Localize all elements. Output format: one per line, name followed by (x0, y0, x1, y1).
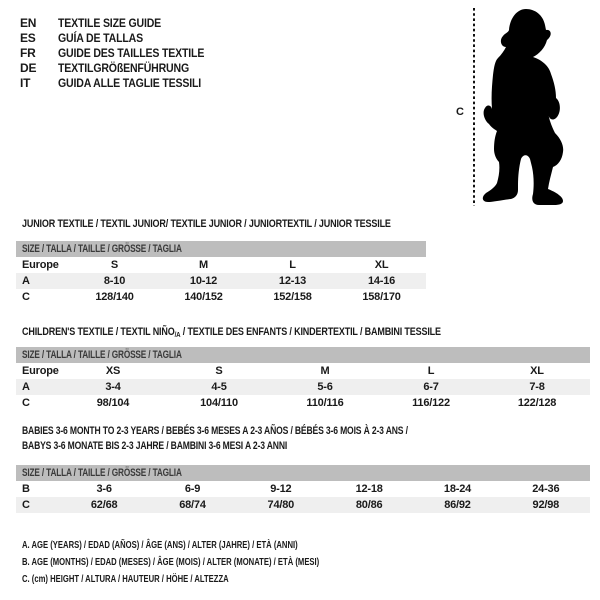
cell: 4-5 (166, 379, 272, 395)
table-header-row (16, 241, 426, 257)
cell: 116/122 (412, 397, 450, 409)
legend-item-a: A. AGE (YEARS) / EDAD (AÑOS) / ÂGE (ANS) / ALTER (JAHRE) / ETÀ (ANNI) (22, 539, 298, 551)
row-label: C (22, 397, 30, 409)
cell: 74/80 (237, 497, 325, 513)
table-row-height (16, 289, 426, 305)
cell: 92/98 (502, 497, 590, 513)
legend-item-c: C. (cm) HEIGHT / ALTURA / HAUTEUR / HÖHE / ALTEZZA (22, 573, 229, 585)
junior-table-title: JUNIOR TEXTILE / TEXTIL JUNIOR/ TEXTILE JUNIOR / JUNIORTEXTIL / JUNIOR TESSILE (22, 218, 391, 230)
row-label: A (16, 273, 70, 289)
measurement-legend (22, 537, 429, 588)
cell: 10-12 (159, 273, 248, 289)
table-row-height (16, 395, 590, 411)
row-label: B (22, 483, 30, 495)
cell: 110/116 (306, 397, 344, 409)
babies-table-title: BABIES 3-6 MONTH TO 2-3 YEARS / BEBÉS 3-6 MESES A 2-3 AÑOS / BÉBÉS 3-6 MOIS À 2-3 ANS / BABYS 3-6 MONATE BIS 2-3 JAHRE / BAMBINI 3-6 MESI A 2-3 ANNI (22, 425, 408, 452)
cell: 14-16 (337, 273, 426, 289)
height-measure-line (472, 8, 476, 206)
cell: 128/140 (95, 291, 134, 303)
size-header-label: SIZE / TALLA / TAILLE / GRÖSSE / TAGLIA (22, 349, 182, 361)
cell: L (289, 259, 296, 271)
cell: XL (530, 365, 544, 377)
language-title: GUÍA DE TALLAS (58, 31, 143, 45)
cell: 5-6 (272, 379, 378, 395)
cell: 158/170 (362, 291, 401, 303)
cell: 62/68 (60, 497, 148, 513)
children-table-title: CHILDREN'S TEXTILE / TEXTIL NIÑO/A / TEXTILE DES ENFANTS / KINDERTEXTIL / BAMBINI TESSILE (22, 326, 441, 339)
language-row-en (20, 16, 224, 31)
cell: 9-12 (270, 483, 292, 495)
cell: M (199, 259, 208, 271)
table-row-europe (16, 363, 590, 379)
cell: 3-6 (96, 483, 112, 495)
cell: 104/110 (200, 397, 238, 409)
subscript-a: /A (174, 330, 181, 339)
table-row-age-months (16, 481, 590, 497)
cell: 6-7 (378, 379, 484, 395)
cell: 8-10 (70, 273, 159, 289)
legend-item-b: B. AGE (MONTHS) / EDAD (MESES) / ÂGE (MOIS) / ALTER (MONATE) / ETÀ (MESI) (22, 556, 320, 568)
cell: 152/158 (273, 291, 312, 303)
language-row-de (20, 61, 224, 76)
language-code: FR (20, 46, 36, 60)
cell: 140/152 (184, 291, 223, 303)
row-label: C (22, 291, 30, 303)
junior-size-table (16, 241, 426, 305)
baby-silhouette-icon (482, 9, 566, 205)
language-row-es (20, 31, 224, 46)
cell: M (320, 365, 330, 377)
row-label: A (16, 379, 60, 395)
row-label: C (16, 497, 60, 513)
table-row-age (16, 273, 426, 289)
language-code: EN (20, 16, 37, 30)
cell: 68/74 (148, 497, 236, 513)
row-label: Europe (22, 365, 59, 377)
cell: 12-13 (248, 273, 337, 289)
cell: 12-18 (355, 483, 383, 495)
language-list (20, 16, 224, 91)
size-header-label: SIZE / TALLA / TAILLE / GRÖSSE / TAGLIA (22, 467, 182, 479)
language-title: GUIDA ALLE TAGLIE TESSILI (58, 76, 202, 90)
cell: 6-9 (184, 483, 201, 495)
language-code: IT (20, 76, 31, 90)
cell: XL (374, 259, 389, 271)
cell: 80/86 (325, 497, 413, 513)
language-title: TEXTILGRÖßENFÜHRUNG (58, 61, 190, 75)
babies-size-table (16, 465, 590, 513)
table-header-row (16, 465, 590, 481)
cell: 98/104 (96, 397, 130, 409)
cell: 24-36 (532, 483, 560, 495)
table-header-row (16, 347, 590, 363)
children-size-table (16, 347, 590, 411)
language-code: ES (20, 31, 36, 45)
size-header-label: SIZE / TALLA / TAILLE / GRÖSSE / TAGLIA (22, 243, 182, 255)
cell: 18-24 (443, 483, 472, 495)
cell: XS (105, 365, 121, 377)
language-row-fr (20, 46, 224, 61)
table-row-age (16, 379, 590, 395)
cell: 3-4 (60, 379, 166, 395)
language-code: DE (20, 61, 37, 75)
language-title: TEXTILE SIZE GUIDE (58, 16, 162, 30)
language-title: GUIDE DES TAILLES TEXTILE (58, 46, 205, 60)
cell: L (427, 365, 435, 377)
cell: 122/128 (517, 397, 557, 409)
table-row-europe (16, 257, 426, 273)
cell: 7-8 (484, 379, 590, 395)
cell: S (110, 259, 119, 271)
cell: S (215, 365, 223, 377)
table-row-height (16, 497, 590, 513)
language-row-it (20, 76, 224, 91)
height-label: C (456, 106, 464, 118)
cell: 86/92 (413, 497, 501, 513)
row-label: Europe (22, 259, 59, 271)
